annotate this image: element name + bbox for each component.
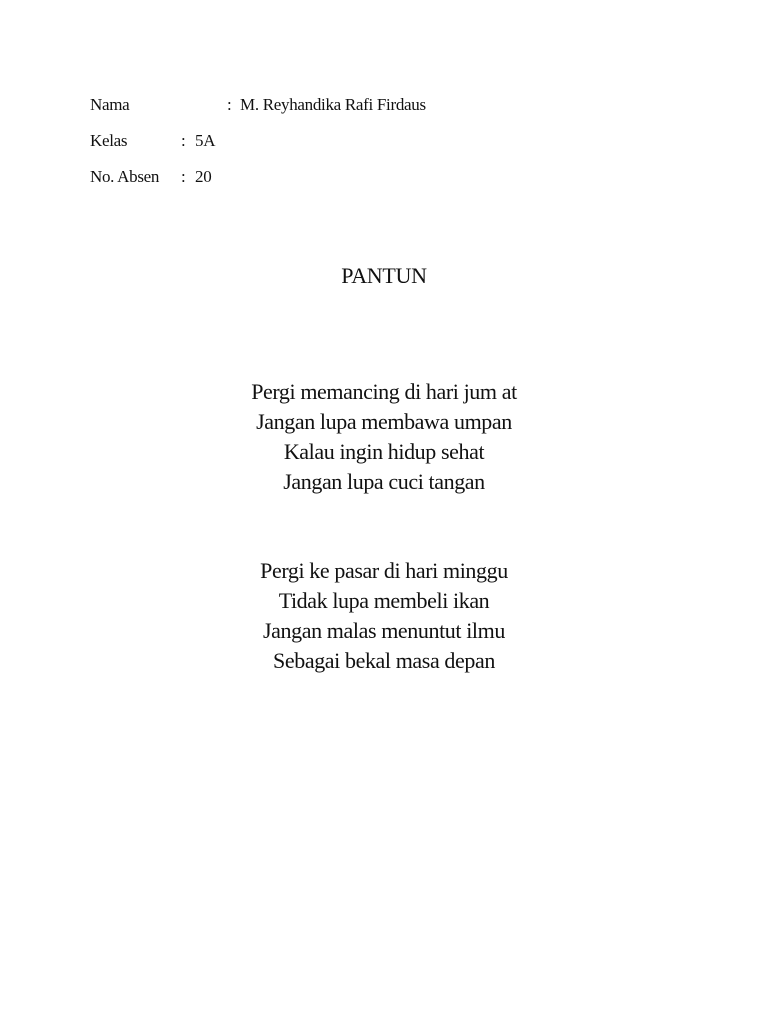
student-name-value: M. Reyhandika Rafi Firdaus bbox=[240, 95, 426, 114]
document-title: PANTUN bbox=[341, 263, 427, 288]
stanza-line: Jangan malas menuntut ilmu bbox=[263, 618, 505, 643]
student-name-label: Nama bbox=[90, 95, 130, 114]
stanza-line: Pergi ke pasar di hari minggu bbox=[260, 558, 508, 583]
student-number-label: No. Absen bbox=[90, 167, 160, 186]
stanza-line: Jangan lupa cuci tangan bbox=[283, 469, 485, 494]
stanza-line: Jangan lupa membawa umpan bbox=[256, 409, 512, 434]
student-class-separator: : bbox=[181, 131, 186, 150]
stanza-line: Pergi memancing di hari jum at bbox=[251, 379, 517, 404]
stanza-line: Tidak lupa membeli ikan bbox=[278, 588, 490, 613]
student-name-separator: : bbox=[227, 95, 232, 114]
stanza-line: Sebagai bekal masa depan bbox=[273, 648, 495, 673]
student-number-separator: : bbox=[181, 167, 186, 186]
pantun-stanza-2 bbox=[0, 556, 768, 676]
student-class-value: 5A bbox=[195, 131, 216, 150]
student-class-label: Kelas bbox=[90, 131, 128, 150]
student-number-value: 20 bbox=[195, 167, 212, 186]
stanza-line: Kalau ingin hidup sehat bbox=[283, 439, 485, 464]
pantun-stanza-1 bbox=[0, 377, 768, 497]
